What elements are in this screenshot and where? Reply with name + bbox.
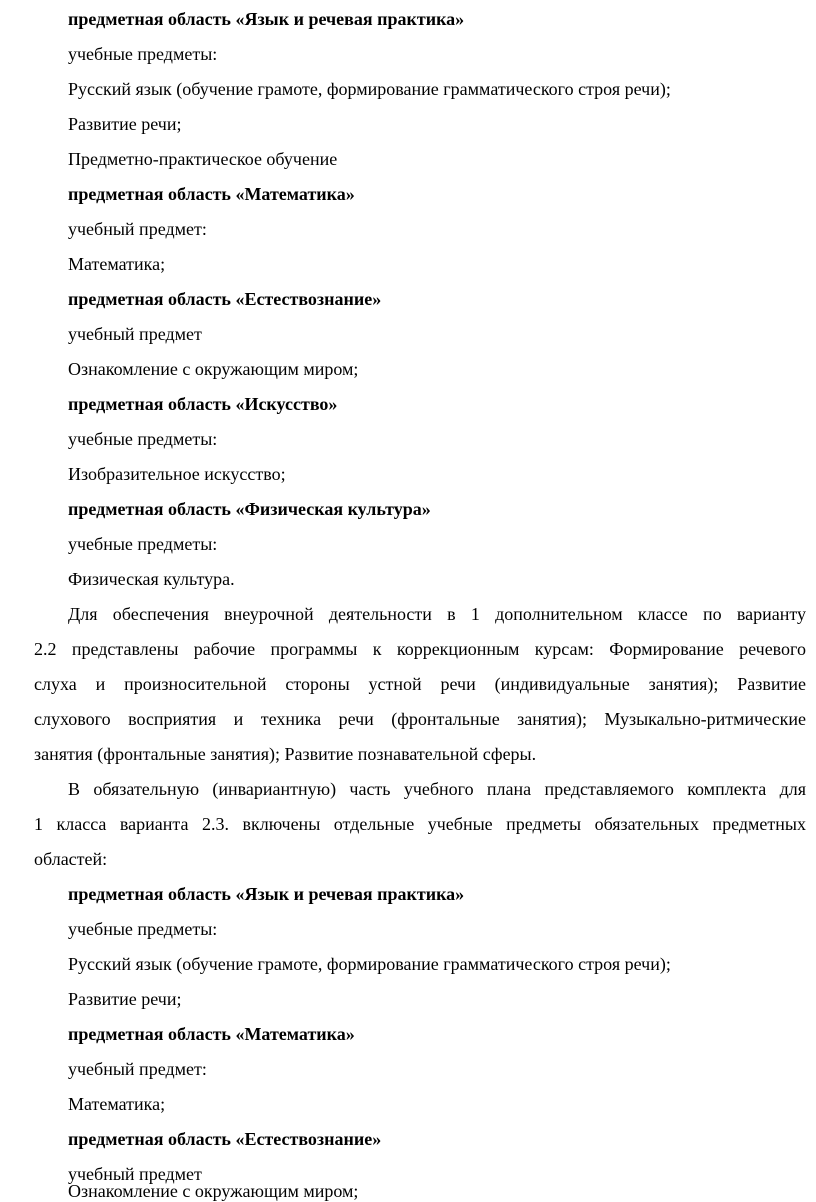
paragraph-line: слухового восприятия и техника речи (фронтальные занятия); Музыкально-ритмические xyxy=(34,709,806,729)
subject-item: Математика; xyxy=(68,254,166,274)
subjects-label: учебные предметы: xyxy=(68,429,218,449)
subject-area-heading: предметная область «Естествознание» xyxy=(68,1129,382,1149)
subjects-label: учебные предметы: xyxy=(68,44,218,64)
subject-item: Изобразительное искусство; xyxy=(68,464,286,484)
paragraph-line: 2.2 представлены рабочие программы к коррекционным курсам: Формирование речевого xyxy=(34,639,806,659)
subject-item: Ознакомление с окружающим миром; xyxy=(68,359,359,379)
paragraph-line: занятия (фронтальные занятия); Развитие познавательной сферы. xyxy=(34,744,537,764)
subject-item: Математика; xyxy=(68,1094,166,1114)
subjects-label: учебный предмет: xyxy=(68,219,207,239)
subject-area-heading: предметная область «Язык и речевая практика» xyxy=(68,884,465,904)
paragraph-line: слуха и произносительной стороны устной речи (индивидуальные занятия); Развитие xyxy=(34,674,806,694)
subjects-label: учебные предметы: xyxy=(68,919,218,939)
paragraph-line: 1 класса варианта 2.3. включены отдельные учебные предметы обязательных предметных xyxy=(34,814,806,834)
subject-area-heading: предметная область «Искусство» xyxy=(68,394,338,414)
subject-area-heading: предметная область «Язык и речевая практика» xyxy=(68,9,465,29)
paragraph-line: областей: xyxy=(34,849,108,869)
subject-area-heading: предметная область «Математика» xyxy=(68,1024,355,1044)
subject-item: Русский язык (обучение грамоте, формирование грамматического строя речи); xyxy=(68,954,671,974)
subjects-label: учебный предмет xyxy=(68,324,202,344)
subject-item: Русский язык (обучение грамоте, формирование грамматического строя речи); xyxy=(68,79,671,99)
subject-area-heading: предметная область «Естествознание» xyxy=(68,289,382,309)
subject-item: Предметно-практическое обучение xyxy=(68,149,338,169)
subject-area-heading: предметная область «Физическая культура» xyxy=(68,499,431,519)
subject-item: Физическая культура. xyxy=(68,569,235,589)
subject-item: Развитие речи; xyxy=(68,114,182,134)
paragraph-line: В обязательную (инвариантную) часть учебного плана представляемого комплекта для xyxy=(68,779,806,799)
subject-item: Ознакомление с окружающим миром; xyxy=(68,1181,359,1201)
subject-item: Развитие речи; xyxy=(68,989,182,1009)
subjects-label: учебный предмет: xyxy=(68,1059,207,1079)
subjects-label: учебные предметы: xyxy=(68,534,218,554)
paragraph-line: Для обеспечения внеурочной деятельности в 1 дополнительном классе по варианту xyxy=(68,604,806,624)
subject-area-heading: предметная область «Математика» xyxy=(68,184,355,204)
subjects-label: учебный предмет xyxy=(68,1164,202,1184)
